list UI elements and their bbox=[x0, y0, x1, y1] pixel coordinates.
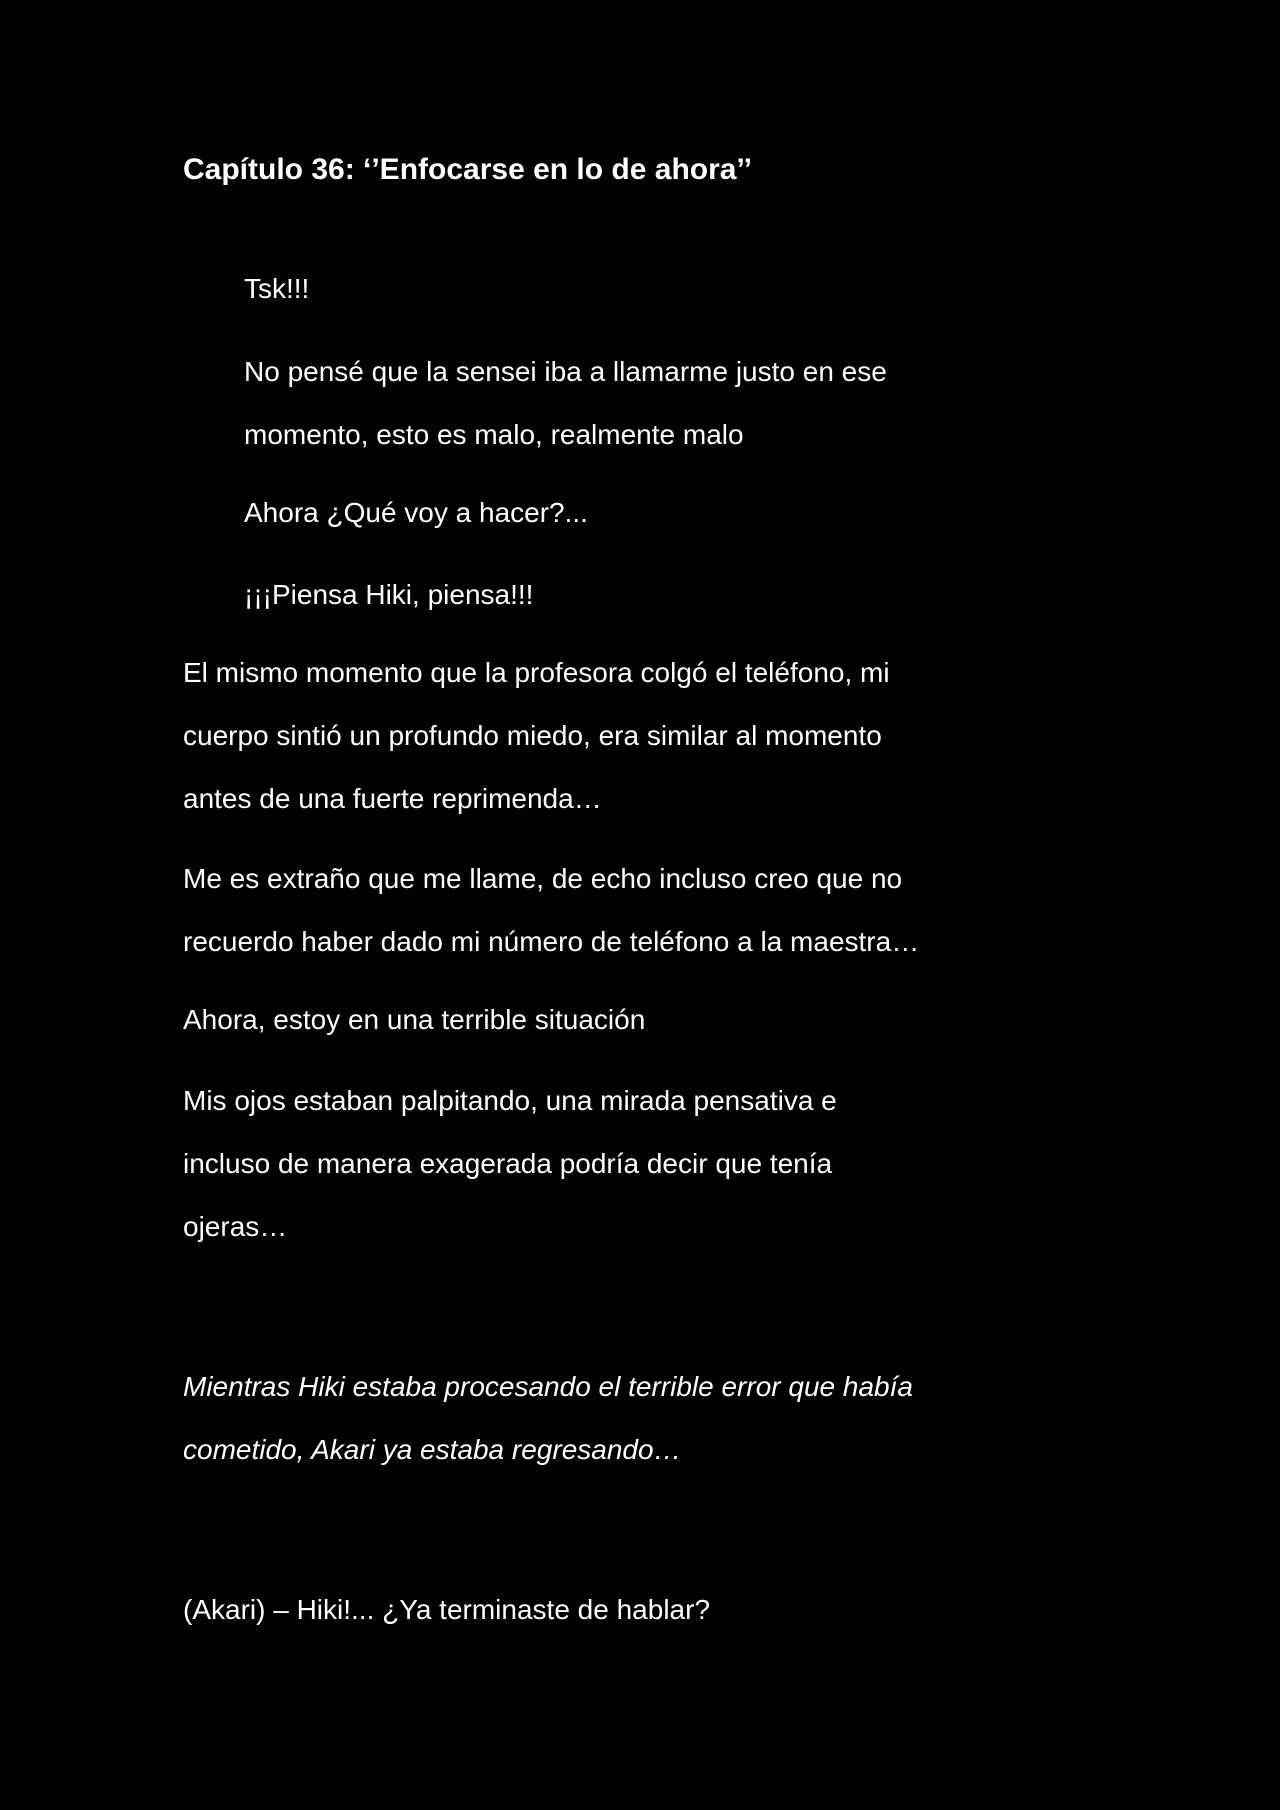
dialogue-line: (Akari) – Hiki!... ¿Ya terminaste de hablar? bbox=[183, 1594, 711, 1625]
paragraph-line: Tsk!!! bbox=[244, 273, 310, 304]
paragraph-line: antes de una fuerte reprimenda… bbox=[183, 783, 602, 814]
paragraph-line: Mis ojos estaban palpitando, una mirada pensativa e bbox=[183, 1085, 837, 1116]
narration-line: cometido, Akari ya estaba regresando… bbox=[183, 1434, 682, 1465]
chapter-title: Capítulo 36: ‘’Enfocarse en lo de ahora’’ bbox=[183, 153, 753, 186]
paragraph-line: incluso de manera exagerada podría decir que tenía bbox=[183, 1148, 833, 1179]
paragraph-line: recuerdo haber dado mi número de teléfono a la maestra… bbox=[183, 926, 920, 957]
paragraph-line: ojeras… bbox=[183, 1211, 288, 1242]
narration-line: Mientras Hiki estaba procesando el terrible error que había bbox=[183, 1371, 913, 1402]
paragraph-line: Ahora, estoy en una terrible situación bbox=[183, 1004, 646, 1035]
paragraph-line: ¡¡¡Piensa Hiki, piensa!!! bbox=[244, 579, 534, 610]
paragraph-line: cuerpo sintió un profundo miedo, era similar al momento bbox=[183, 720, 882, 751]
paragraph-line: momento, esto es malo, realmente malo bbox=[244, 419, 744, 450]
paragraph-line: Ahora ¿Qué voy a hacer?... bbox=[244, 497, 588, 528]
paragraph-line: Me es extraño que me llame, de echo incluso creo que no bbox=[183, 863, 903, 894]
paragraph-line: No pensé que la sensei iba a llamarme justo en ese bbox=[244, 356, 887, 387]
paragraph-line: El mismo momento que la profesora colgó el teléfono, mi bbox=[183, 657, 890, 688]
